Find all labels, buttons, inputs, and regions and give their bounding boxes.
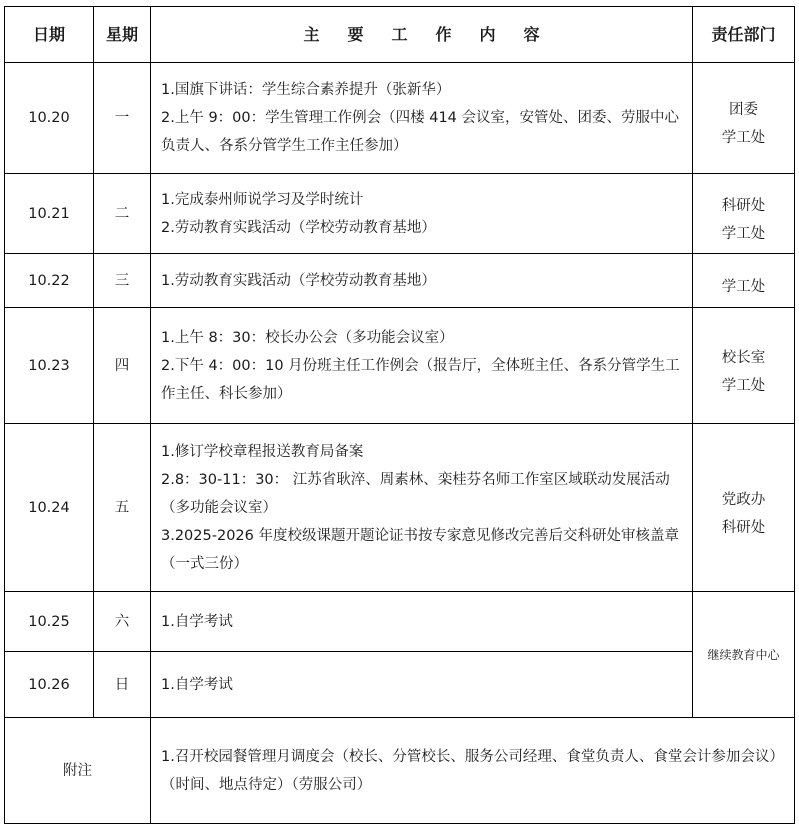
row-date: 10.22 [5,254,94,308]
content-item: 1.修订学校章程报送教育局备案 [161,443,364,460]
row-date: 10.21 [5,174,94,254]
dept-name: 学工处 [721,278,766,295]
table-row [5,592,795,652]
header-date: 日期 [5,7,94,63]
dept-name: 党政办 [721,491,766,508]
note-label: 附注 [5,718,151,824]
row-dept [693,63,795,174]
content-item: 1.完成泰州师说学习及学时统计 [161,191,364,208]
row-dept [693,424,795,592]
content-item: 1.自学考试 [161,676,233,693]
header-day: 星期 [94,7,151,63]
table-row [5,174,795,254]
note-row [5,718,795,824]
dept-name: 科研处 [721,197,766,214]
row-dept [693,174,795,254]
dept-name: 学工处 [721,130,766,146]
header-row [5,7,795,63]
row-date: 10.24 [5,424,94,592]
row-content [151,308,693,424]
dept-name: 学工处 [721,377,766,394]
content-item: 3.2025-2026 年度校级课题开题论证书按专家意见修改完善后交科研处审核盖章（一式三份） [161,527,679,572]
content-item: 1.上午 8：30：校长办公会（多功能会议室） [161,329,454,346]
content-item: 1.自学考试 [161,613,233,630]
row-date: 10.26 [5,652,94,718]
row-content [151,63,693,174]
table-row [5,652,795,718]
content-item: 1.劳动教育实践活动（学校劳动教育基地） [161,272,436,289]
note-content [151,718,795,824]
dept-name: 团委 [729,102,758,118]
row-day: 二 [94,174,151,254]
weekly-schedule-table [4,6,795,824]
row-content [151,592,693,652]
dept-name: 学工处 [721,225,766,242]
note-item: 1.召开校园餐管理月调度会（校长、分管校长、服务公司经理、食堂负责人、食堂会计参加会议）（时间、地点待定）（劳服公司） [161,748,784,793]
row-day: 一 [94,63,151,174]
header-content: 主要工作内容 [151,7,693,63]
weekend-dept: 继续教育中心 [693,592,795,718]
row-dept [693,308,795,424]
content-item: 2.8：30-11：30： 江苏省耿淬、周素林、栾桂芬名师工作室区域联动发展活动（多功能会议室） [161,471,670,516]
content-item: 2.劳动教育实践活动（学校劳动教育基地） [161,219,436,236]
row-day: 四 [94,308,151,424]
header-dept: 责任部门 [693,7,795,63]
row-content [151,174,693,254]
row-day: 五 [94,424,151,592]
table-row [5,308,795,424]
table-row [5,63,795,174]
row-date: 10.20 [5,63,94,174]
row-day: 日 [94,652,151,718]
table-row [5,254,795,308]
row-day: 三 [94,254,151,308]
row-day: 六 [94,592,151,652]
row-date: 10.25 [5,592,94,652]
content-item: 2.下午 4：00：10 月份班主任工作例会（报告厅，全体班主任、各系分管学生工作主任、科长参加） [161,357,680,402]
row-content [151,652,693,718]
row-content [151,254,693,308]
row-content [151,424,693,592]
row-dept [693,254,795,308]
content-item: 2.上午 9：00：学生管理工作例会（四楼 414 会议室，安管处、团委、劳服中心负责人、各系分管学生工作主任参加） [161,110,680,154]
dept-name: 科研处 [721,519,766,536]
dept-name: 校长室 [721,349,766,366]
content-item: 1.国旗下讲话：学生综合素养提升（张新华） [161,82,451,98]
row-date: 10.23 [5,308,94,424]
table-row [5,424,795,592]
